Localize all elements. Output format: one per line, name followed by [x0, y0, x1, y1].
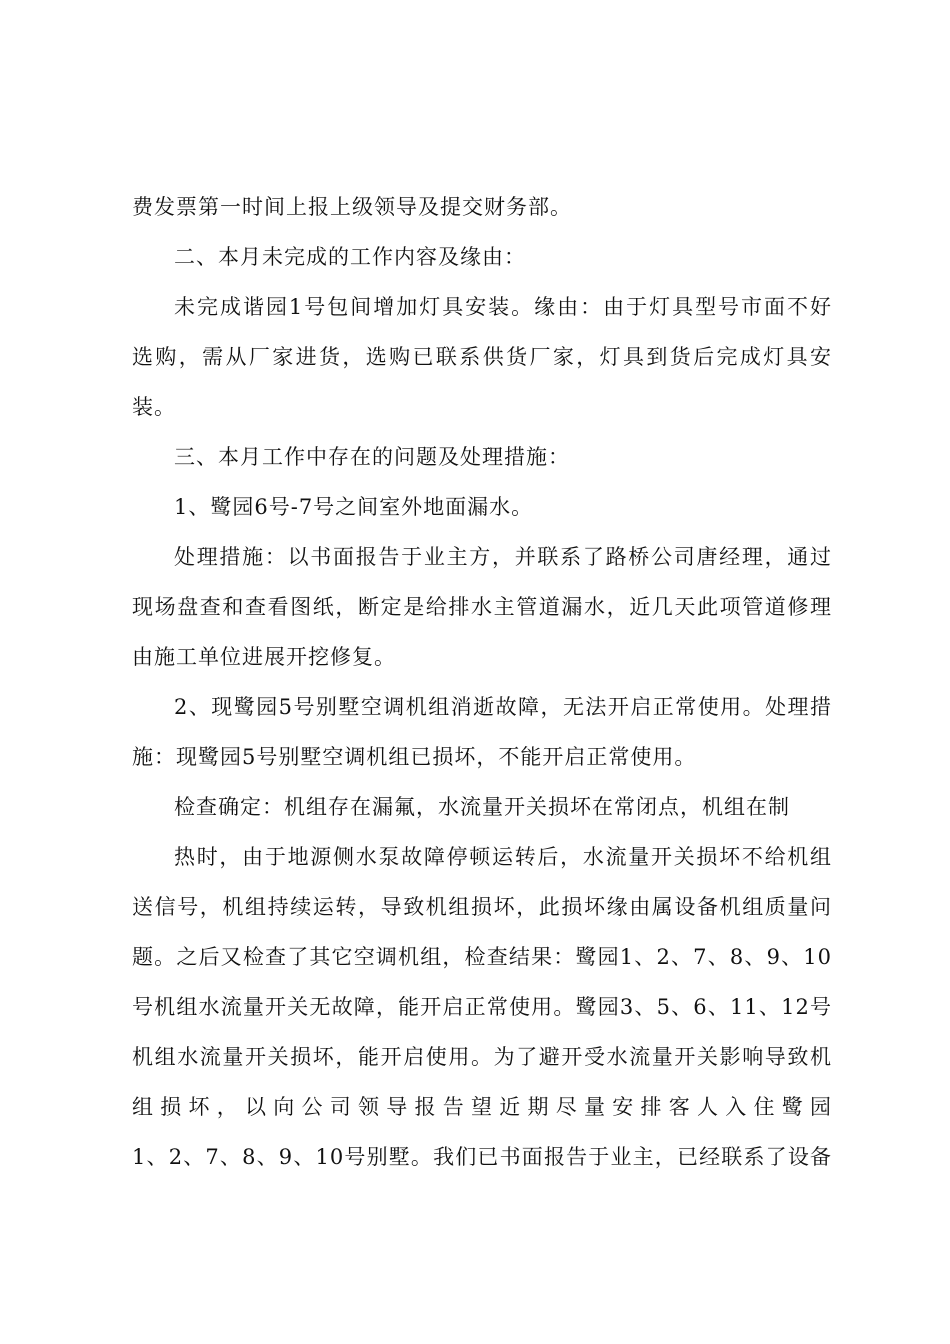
- text-line: 装。: [132, 395, 176, 419]
- text-line: 1、2、7、8、9、10号别墅。我们已书面报告于业主，已经联系了设备: [132, 1145, 832, 1169]
- text-line: 未完成谐园1号包间增加灯具安装。缘由：由于灯具型号市面不好: [174, 295, 832, 319]
- list-item: 2、现鹭园5号别墅空调机组消逝故障，无法开启正常使用。处理措: [174, 695, 832, 719]
- text-line: 题。之后又检查了其它空调机组，检查结果：鹭园1、2、7、8、9、10: [132, 945, 832, 969]
- text-line: 热时，由于地源侧水泵故障停顿运转后，水流量开关损坏不给机组: [174, 845, 832, 869]
- list-item: 1、鹭园6号-7号之间室外地面漏水。: [174, 495, 534, 519]
- text-line: 检查确定：机组存在漏氟，水流量开关损坏在常闭点，机组在制: [174, 795, 790, 819]
- section-heading: 二、本月未完成的工作内容及缘由：: [174, 245, 526, 269]
- section-heading: 三、本月工作中存在的问题及处理措施：: [174, 445, 570, 469]
- text-line: 号机组水流量开关无故障，能开启正常使用。鹭园3、5、6、11、12号: [132, 995, 832, 1019]
- text-line: 机组水流量开关损坏，能开启使用。为了避开受水流量开关影响导致机: [132, 1045, 832, 1069]
- text-line: 选购，需从厂家进货，选购已联系供货厂家，灯具到货后完成灯具安: [132, 345, 832, 369]
- text-line: 施：现鹭园5号别墅空调机组已损坏，不能开启正常使用。: [132, 745, 697, 769]
- text-line: 处理措施：以书面报告于业主方，并联系了路桥公司唐经理，通过: [174, 545, 832, 569]
- text-line: 现场盘查和查看图纸，断定是给排水主管道漏水，近几天此项管道修理: [132, 595, 832, 619]
- text-line: 费发票第一时间上报上级领导及提交财务部。: [132, 195, 572, 219]
- text-line: 送信号，机组持续运转，导致机组损坏，此损坏缘由属设备机组质量问: [132, 895, 832, 919]
- text-line: 由施工单位进展开挖修复。: [132, 645, 396, 669]
- text-line: 组损坏，以向公司领导报告望近期尽量安排客人入住鹭园: [132, 1095, 832, 1119]
